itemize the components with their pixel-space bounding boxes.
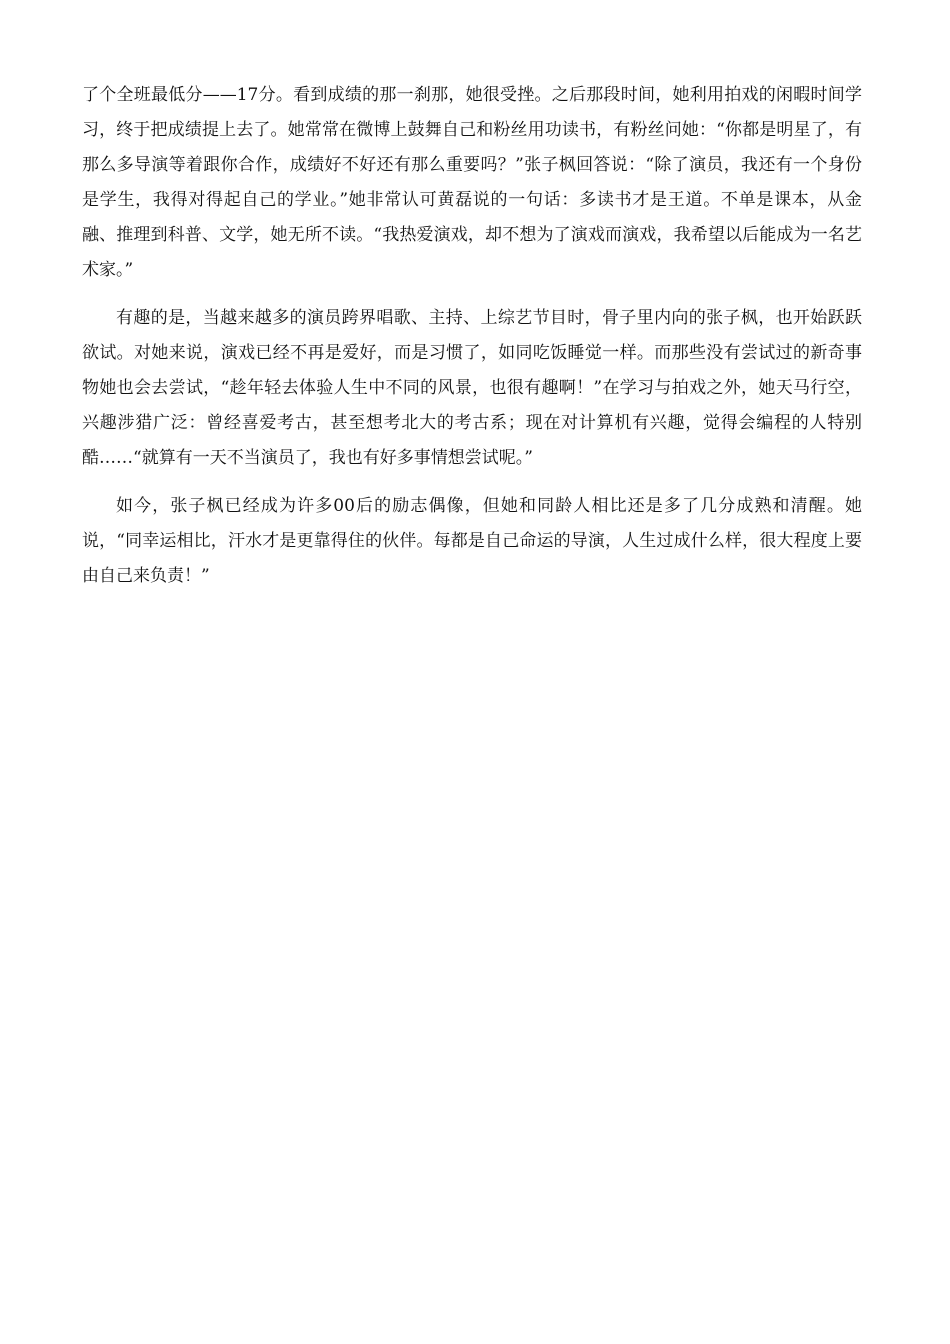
article-body [82, 78, 862, 607]
paragraph-2: 有趣的是，当越来越多的演员跨界唱歌、主持、上综艺节目时，骨子里内向的张子枫，也开始跃跃欲试。对她来说，演戏已经不再是爱好，而是习惯了，如同吃饭睡觉一样。而那些没有尝试过的新奇事物她也会去尝试，“趁年轻去体验人生中不同的风景，也很有趣啊！”在学习与拍戏之外，她天马行空，兴趣涉猎广泛：曾经喜爱考古，甚至想考北大的考古系；现在对计算机有兴趣，觉得会编程的人特别酷……“就算有一天不当演员了，我也有好多事情想尝试呢。” [82, 308, 862, 468]
paragraph-3: 如今，张子枫已经成为许多00后的励志偶像，但她和同龄人相比还是多了几分成熟和清醒。她说，“同幸运相比，汗水才是更靠得住的伙伴。每都是自己命运的导演，人生过成什么样，很大程度上要由自己来负责！” [82, 496, 862, 586]
paragraph-1: 了个全班最低分——17分。看到成绩的那一刹那，她很受挫。之后那段时间，她利用拍戏的闲暇时间学习，终于把成绩提上去了。她常常在微博上鼓舞自己和粉丝用功读书，有粉丝问她：“你都是明星了，有那么多导演等着跟你合作，成绩好不好还有那么重要吗？”张子枫回答说：“除了演员，我还有一个身份是学生，我得对得起自己的学业。”她非常认可黄磊说的一句话：多读书才是王道。不单是课本，从金融、推理到科普、文学，她无所不读。“我热爱演戏，却不想为了演戏而演戏，我希望以后能成为一名艺术家。” [82, 85, 862, 280]
